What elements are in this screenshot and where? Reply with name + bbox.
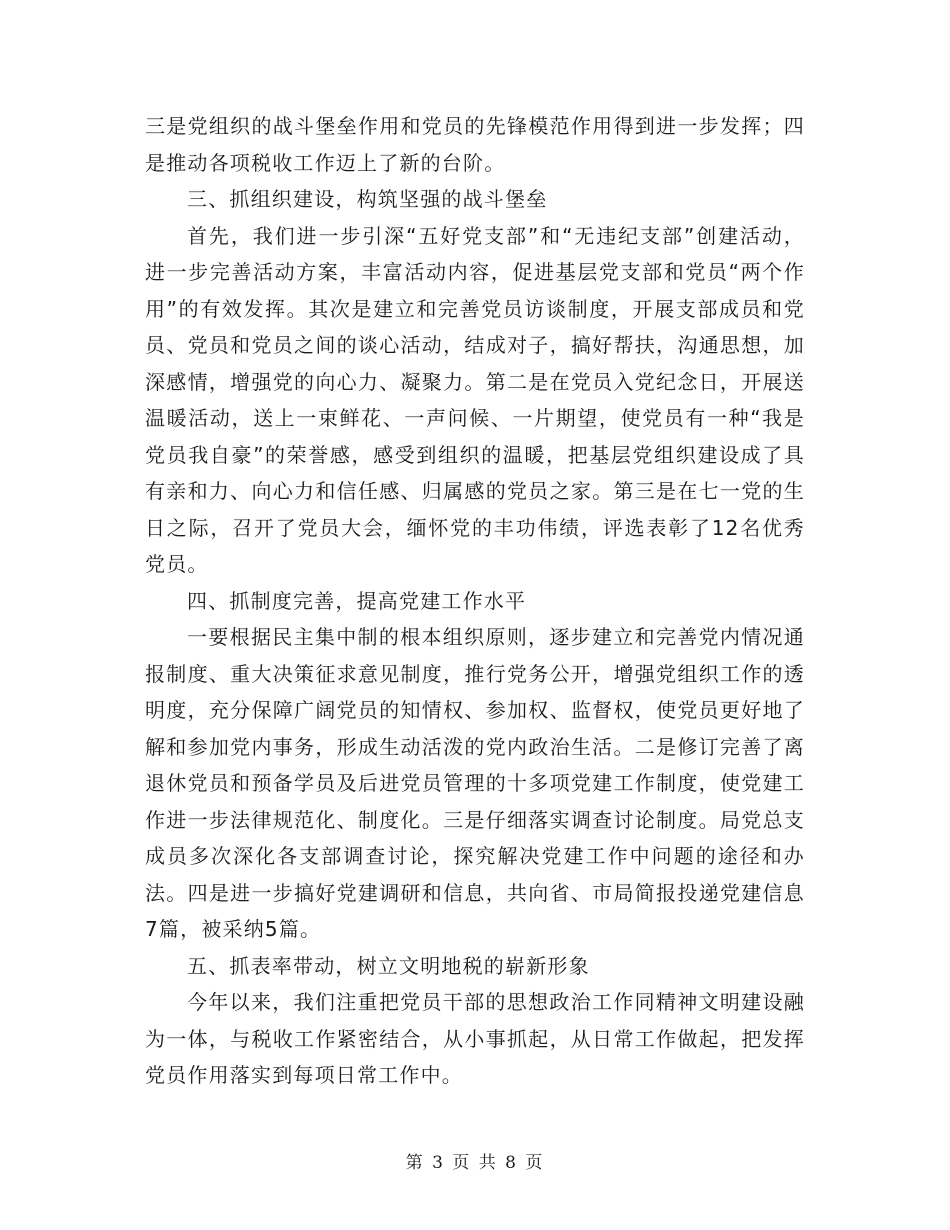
- paragraph-example: 今年以来，我们注重把党员干部的思想政治工作同精神文明建设融为一体，与税收工作紧密结合，从小事抓起，从日常工作做起，把发挥党员作用落实到每项日常工作中。: [145, 990, 805, 1087]
- paragraph-organization: 首先，我们进一步引深“五好党支部”和“无违纪支部”创建活动，进一步完善活动方案，丰富活动内容，促进基层党支部和党员“两个作用”的有效发挥。其次是建立和完善党员访谈制度，开展支部成员和党员、党员和党员之间的谈心活动，结成对子，搞好帮扶，沟通思想，加深感情，增强党的向心力、凝聚力。第二是在党员入党纪念日，开展送温暖活动，送上一束鲜花、一声问候、一片期望，使党员有一种“我是党员我自豪”的荣誉感，感受到组织的温暖，把基层党组织建设成了具有亲和力、向心力和信任感、归属感的党员之家。第三是在七一党的生日之际，召开了党员大会，缅怀党的丰功伟绩，评选表彰了12名优秀党员。: [145, 223, 805, 576]
- section-heading-4: 四、抓制度完善，提高党建工作水平: [187, 588, 527, 613]
- paragraph-system: 一要根据民主集中制的根本组织原则，逐步建立和完善党内情况通报制度、重大决策征求意见制度，推行党务公开，增强党组织工作的透明度，充分保障广阔党员的知情权、参加权、监督权，使党员更好地了解和参加党内事务，形成生动活泼的党内政治生活。二是修订完善了离退休党员和预备学员及后进党员管理的十多项党建工作制度，使党建工作进一步法律规范化、制度化。三是仔细落实调查讨论制度。局党总支成员多次深化各支部调查讨论，探究解决党建工作中问题的途径和办法。四是进一步搞好党建调研和信息，共向省、市局简报投递党建信息7篇，被采纳5篇。: [145, 625, 805, 941]
- section-heading-5: 五、抓表率带动，树立文明地税的崭新形象: [187, 953, 590, 978]
- document-body: [145, 108, 805, 1094]
- paragraph-continuation: 三是党组织的战斗堡垒作用和党员的先锋模范作用得到进一步发挥；四是推动各项税收工作迈上了新的台阶。: [145, 114, 805, 175]
- section-heading-3: 三、抓组织建设，构筑坚强的战斗堡垒: [187, 187, 548, 211]
- page-number-footer: 第 3 页 共 8 页: [405, 1153, 545, 1173]
